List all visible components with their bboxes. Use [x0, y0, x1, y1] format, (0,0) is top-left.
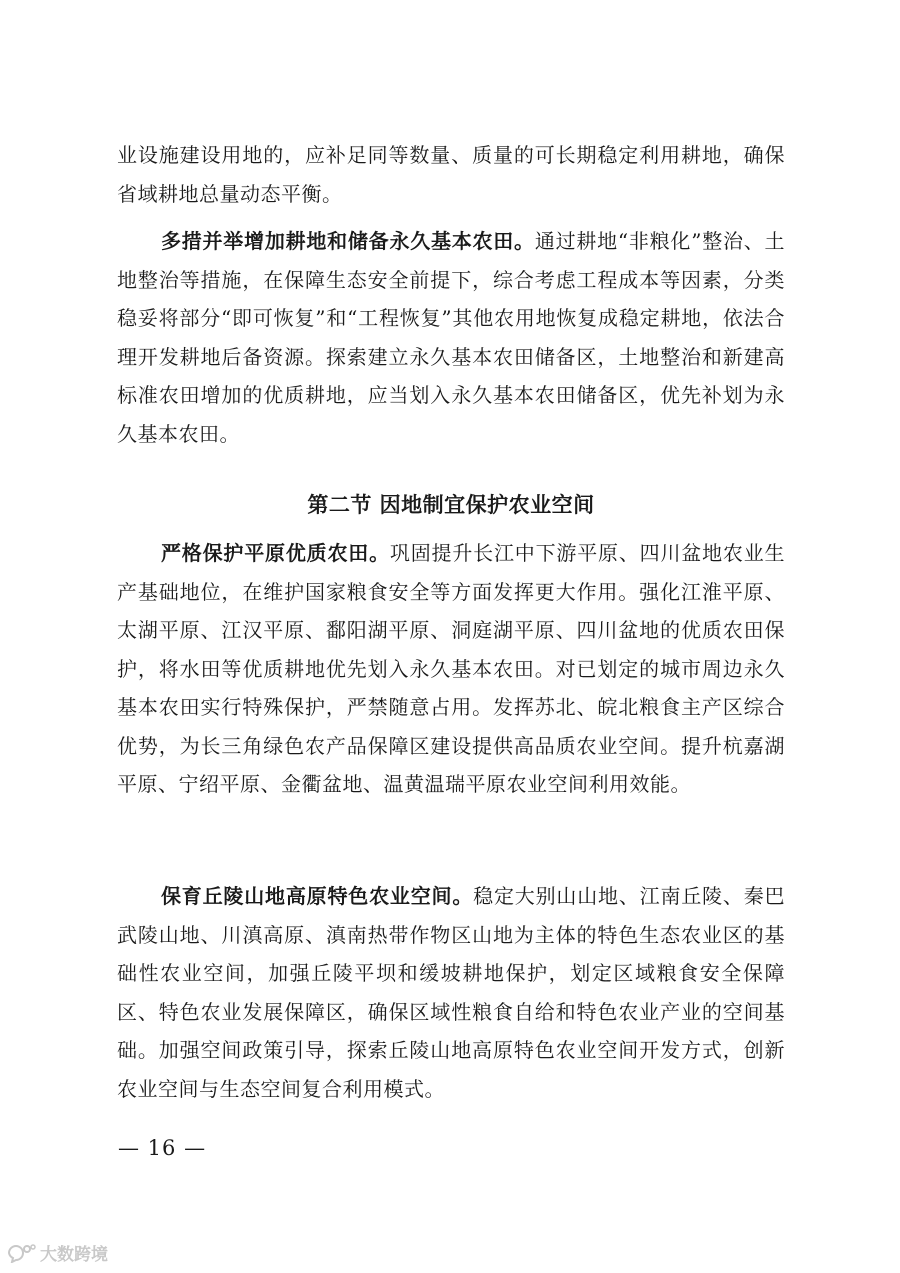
page-number: — 16 —: [118, 1136, 207, 1160]
section-heading: 第二节 因地制宜保护农业空间: [307, 493, 595, 517]
paragraph-body-add-farmland: 通过耕地“非粮化”整治、土地整治等措施，在保障生态安全前提下，综合考虑工程成本等因素，分类稳妥将部分“即可恢复”和“工程恢复”其他农用地恢复成稳定耕地，依法合理开发耕地后备资源。探索建立永久基本农田储备区，土地整治和新建高标准农田增加的优质耕地，应当划入永久基本农田储备区，优先补划为永久基本农田。: [117, 229, 785, 446]
paragraph-lead-plain-farmland: 严格保护平原优质农田。: [161, 541, 390, 565]
paragraph-hill-agriculture-block: [117, 877, 785, 1108]
paragraph-add-farmland: [117, 222, 785, 453]
chat-bubble-logo-icon: [6, 1243, 36, 1263]
paragraph-plain-farmland: [117, 534, 785, 804]
paragraph-hill-agriculture: [117, 877, 785, 1108]
intro-continuation-paragraph: 业设施建设用地的，应补足同等数量、质量的可长期稳定利用耕地，确保省域耕地总量动态平衡。: [117, 143, 785, 206]
paragraph-plain-farmland-block: [117, 534, 785, 804]
paragraph-body-plain-farmland: 巩固提升长江中下游平原、四川盆地农业生产基础地位，在维护国家粮食安全等方面发挥更大作用。强化江淮平原、太湖平原、江汉平原、鄱阳湖平原、洞庭湖平原、四川盆地的优质农田保护，将水田等优质耕地优先划入永久基本农田。对已划定的城市周边永久基本农田实行特殊保护，严禁随意占用。发挥苏北、皖北粮食主产区综合优势，为长三角绿色农产品保障区建设提供高品质农业空间。提升杭嘉湖平原、宁绍平原、金衢盆地、温黄温瑞平原农业空间利用效能。: [117, 541, 786, 796]
watermark-text: 大数跨境: [40, 1245, 108, 1265]
paragraph-lead-add-farmland: 多措并举增加耕地和储备永久基本农田。: [161, 229, 535, 253]
watermark: [6, 1240, 108, 1265]
paragraph-body-hill-agriculture: 稳定大别山山地、江南丘陵、秦巴武陵山地、川滇高原、滇南热带作物区山地为主体的特色生态农业区的基础性农业空间，加强丘陵平坝和缓坡耕地保护，划定区域粮食安全保障区、特色农业发展保障区，确保区域性粮食自给和特色农业产业的空间基础。加强空间政策引导，探索丘陵山地高原特色农业空间开发方式，创新农业空间与生态空间复合利用模式。: [117, 884, 786, 1101]
paragraph-add-farmland-block: [117, 222, 785, 453]
intro-continuation-block: [117, 136, 785, 213]
paragraph-lead-hill-agriculture: 保育丘陵山地高原特色农业空间。: [161, 884, 474, 908]
